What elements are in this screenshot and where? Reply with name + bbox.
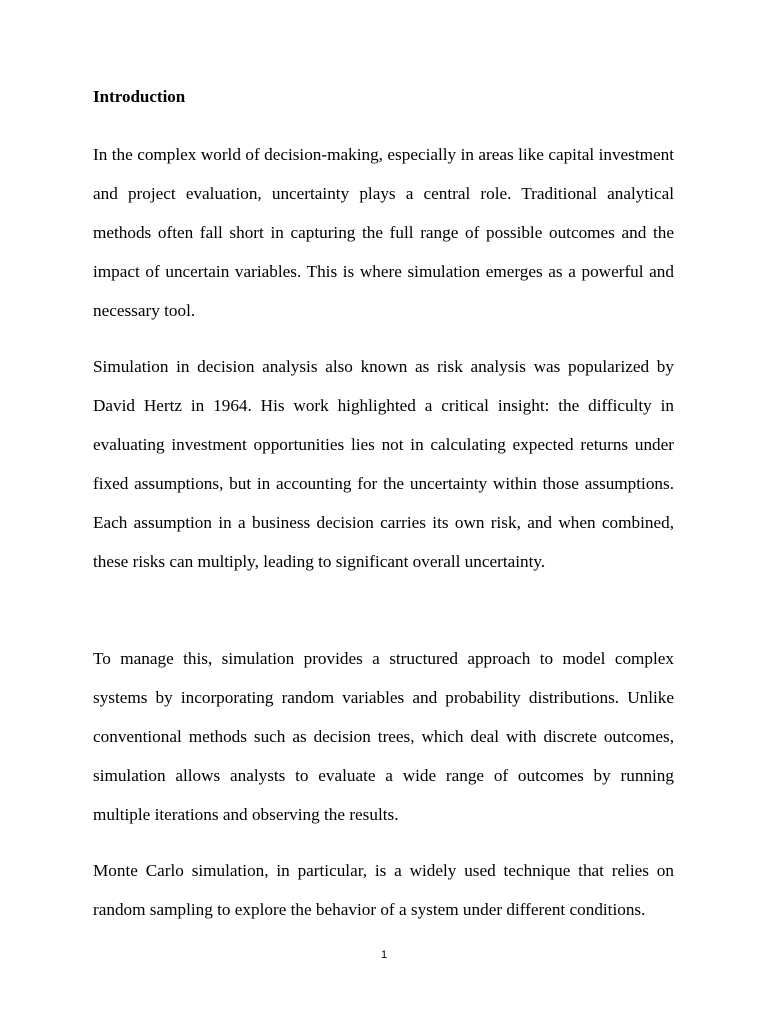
paragraph-2: Simulation in decision analysis also known as risk analysis was popularized by David Hertz in 1964. His work highlighted a critical insight: the difficulty in evaluating investment opportunities lies not in calculating expected returns under fixed assumptions, but in accounting for the uncertainty within those assumptions. Each assumption in a business decision carries its own risk, and when combined, these risks can multiply, leading to significant overall uncertainty. <box>93 357 674 572</box>
paragraph-1: In the complex world of decision-making, especially in areas like capital investment and project evaluation, uncertainty plays a central role. Traditional analytical methods often fall short in capturing the full range of possible outcomes and the impact of uncertain variables. This is where simulation emerges as a powerful and necessary tool. <box>93 145 674 321</box>
page-number: 1 <box>380 949 388 961</box>
section-heading: Introduction <box>93 87 186 106</box>
paragraph-3: To manage this, simulation provides a structured approach to model complex systems by incorporating random variables and probability distributions. Unlike conventional methods such as decision trees, which deal with discrete outcomes, simulation allows analysts to evaluate a wide range of outcomes by running multiple iterations and observing the results. <box>93 649 674 825</box>
paragraph-4: Monte Carlo simulation, in particular, is a widely used technique that relies on random sampling to explore the behavior of a system under different conditions. <box>93 861 674 920</box>
